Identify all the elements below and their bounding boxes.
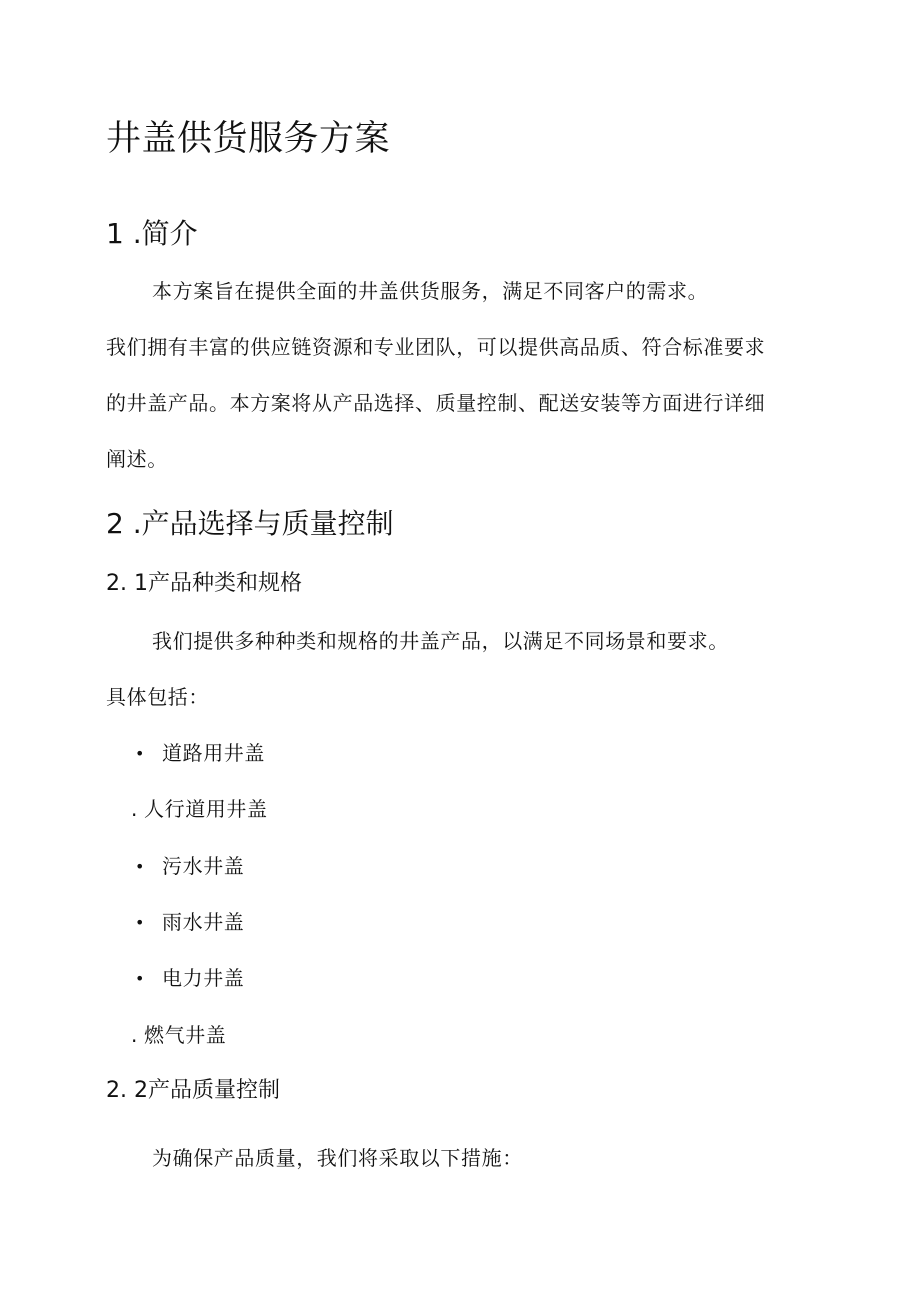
bullet-marker: • (135, 744, 145, 763)
intro-paragraph-1: 本方案旨在提供全面的井盖供货服务，满足不同客户的需求。 (152, 279, 709, 303)
bullet-marker: • (135, 857, 145, 876)
subsection-heading-quality-control: 2. 2产品质量控制 (106, 1078, 280, 1103)
bullet-marker: . (131, 1023, 138, 1047)
list-item-text: 污水井盖 (162, 854, 245, 878)
section-heading-product-quality: 2 .产品选择与质量控制 (106, 507, 394, 540)
list-item-text: 燃气井盖 (144, 1023, 227, 1047)
intro-paragraph-2-line-2: 的井盖产品。本方案将从产品选择、质量控制、配送安装等方面进行详细 (106, 391, 766, 415)
section-heading-intro: 1 .简介 (106, 217, 198, 250)
list-item-text: 道路用井盖 (162, 741, 265, 765)
list-item-text: 人行道用井盖 (144, 797, 268, 821)
bullet-marker: . (131, 797, 138, 821)
product-types-intro: 具体包括： (106, 685, 209, 709)
list-item-text: 电力井盖 (162, 966, 245, 990)
quality-control-paragraph: 为确保产品质量，我们将采取以下措施： (152, 1146, 523, 1170)
document-title: 井盖供货服务方案 (106, 119, 391, 159)
product-types-paragraph: 我们提供多种种类和规格的井盖产品，以满足不同场景和要求。 (152, 629, 729, 653)
subsection-heading-product-types: 2. 1产品种类和规格 (106, 571, 302, 596)
intro-paragraph-2-line-1: 我们拥有丰富的供应链资源和专业团队，可以提供高品质、符合标准要求 (106, 335, 766, 359)
bullet-marker: • (135, 969, 145, 988)
intro-paragraph-2-line-3: 阐述。 (106, 447, 168, 471)
bullet-marker: • (135, 913, 145, 932)
list-item-text: 雨水井盖 (162, 910, 245, 934)
